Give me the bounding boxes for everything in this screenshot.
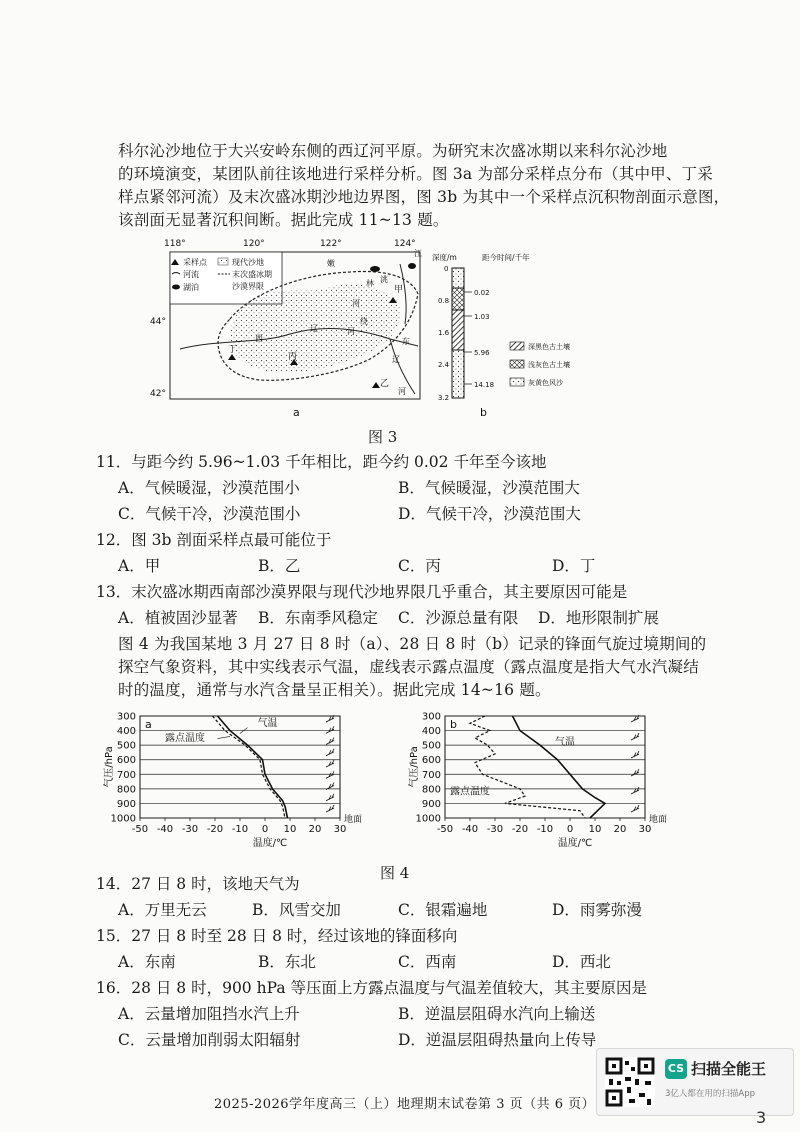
question-15-stem: 15．27 日 8 时至 28 日 8 时，经过该地的锋面移向 [96,927,458,945]
place-lin: 林 [366,279,374,288]
question-12-stem: 12．图 3b 剖面采样点最可能位于 [96,531,332,549]
temp-tick-label: -30 [181,824,199,835]
q11-option-b[interactable]: B．气候暖湿，沙漠范围大 [398,479,580,497]
profile-legend-dark: 深黑色古土壤 [528,343,570,351]
intro-line: 探空气象资料，其中实线表示气温，虚线表示露点温度（露点温度是指大气水汽凝结 [118,658,699,676]
profile-legend-sand: 灰黄色风沙 [528,379,563,387]
x-axis-title: 温度/℃ [252,838,288,849]
q11-option-c[interactable]: C．气候干冷，沙漠范围小 [118,505,301,523]
scanner-watermark [596,1048,794,1116]
q15-option-a[interactable]: A．东南 [118,953,176,971]
q13-option-c[interactable]: C．沙源总量有限 [398,609,519,627]
place-bing: 丙 [288,352,298,362]
pressure-tick-label: 1000 [110,813,136,825]
pressure-tick-label: 1000 [415,813,441,825]
cs-logo-icon: CS [665,1059,687,1079]
lat-tick: 42° [150,389,166,399]
dewpoint-line [213,716,286,818]
legend-sand: 现代沙地 [232,258,264,267]
wind-barb-icon [326,749,334,756]
place-xi: 西 [255,334,263,343]
temp-tick-label: 30 [638,824,652,835]
q12-option-a[interactable]: A．甲 [118,557,161,575]
q14-option-d[interactable]: D．雨雾弥漫 [552,901,642,919]
place-liao: 辽 [310,324,318,333]
place-he-3: 河 [352,299,360,308]
legend-boundary-2: 沙漠界限 [232,282,264,291]
x-axis-title: 温度/℃ [557,838,593,849]
intro-line: 样点紧邻河流）及末次盛冰期沙地边界图，图 3b 为其中一个采样点沉积物剖面示意图， [118,188,730,206]
q12-option-d[interactable]: D．丁 [552,557,596,575]
figure-3b-label: b [480,406,487,418]
temperature-line [218,716,288,818]
question-11-stem: 11．与距今约 5.96~1.03 千年相比，距今约 0.02 千年至今该地 [96,453,547,471]
place-nen: 嫩 [327,259,335,268]
temp-tick-label: 20 [613,824,627,835]
wind-barb-icon [631,805,639,812]
wind-barb-icon [326,771,334,778]
profile-age-title: 距今时间/千年 [482,253,530,262]
temp-tick-label: -50 [131,824,149,835]
wind-barb-icon [326,726,334,733]
wind-barb-icon [326,783,334,790]
depth-tick: 2.4 [438,361,450,369]
legend-boundary-1: 末次盛冰期 [232,270,272,279]
figure-4b-chart [405,708,695,853]
q14-option-b[interactable]: B．风雪交加 [252,901,341,919]
q16-option-d[interactable]: D．逆温层阻碍热量向上传导 [398,1031,597,1049]
wind-barb-icon [631,769,639,776]
profile-legend-gray: 浅灰色古土壤 [528,361,570,369]
qr-code-icon [605,1057,655,1107]
temp-tick-label: 30 [333,824,347,835]
pressure-tick-label: 700 [116,769,136,781]
wind-barb-icon [631,733,639,740]
lon-tick: 118° [164,239,186,249]
temp-tick-label: -10 [536,824,554,835]
figure-3a-map [150,234,430,419]
q14-option-c[interactable]: C．银霜遍地 [398,901,488,919]
q13-option-d[interactable]: D．地形限制扩展 [538,609,659,627]
depth-tick: 0.8 [438,297,450,305]
y-axis-title: 气压/hPa [104,746,115,788]
surface-label: 地面 [649,815,668,825]
q15-option-c[interactable]: C．西南 [398,953,457,971]
pressure-tick-label: 400 [116,726,136,738]
age-tick: 0.02 [474,289,490,297]
legend-sample: 采样点 [183,258,207,267]
temp-tick-label: -10 [231,824,249,835]
liao-river [390,339,415,394]
pressure-tick-label: 500 [116,740,136,752]
q15-option-d[interactable]: D．西北 [552,953,611,971]
q16-option-c[interactable]: C．云量增加削弱太阳辐射 [118,1031,301,1049]
intro-paragraph-2 [118,633,706,702]
q12-option-c[interactable]: C．丙 [398,557,441,575]
figure-4-caption: 图 4 [380,864,410,882]
dewpoint-label: 露点温度 [450,786,490,798]
place-liao-2: 辽 [392,355,400,364]
q13-option-a[interactable]: A．植被固沙显著 [118,609,238,627]
age-tick: 1.03 [474,313,490,321]
temp-tick-label: 0 [261,824,269,835]
pressure-tick-label: 700 [421,769,441,781]
depth-tick: 3.2 [438,394,450,402]
lon-tick: 124° [394,239,416,249]
q14-option-a[interactable]: A．万里无云 [118,901,207,919]
q11-option-a[interactable]: A．气候暖湿，沙漠范围小 [118,479,300,497]
temp-tick-label: -20 [511,824,529,835]
temp-tick-label: -40 [156,824,174,835]
temp-tick-label: 20 [308,824,322,835]
temp-tick-label: 10 [588,824,602,835]
wind-barb-icon [326,760,334,767]
q15-option-b[interactable]: B．东北 [258,953,316,971]
figure-3-caption: 图 3 [368,428,398,446]
pressure-tick-label: 500 [421,740,441,752]
profile-y-title: 深度/m [432,253,457,262]
figure-4a-chart [100,708,390,853]
place-tao: 洮 [380,275,388,284]
scanner-tagline: 3亿人都在用的扫描App [665,1089,756,1099]
dewpoint-label: 露点温度 [165,732,205,744]
temp-tick-label: 10 [283,824,297,835]
y-axis-title: 气压/hPa [409,746,420,788]
pressure-tick-label: 300 [116,711,136,723]
temp-tick-label: -50 [436,824,454,835]
q12-option-b[interactable]: B．乙 [258,557,301,575]
q13-option-b[interactable]: B．东南季风稳定 [258,609,378,627]
pressure-tick-label: 600 [421,755,441,767]
place-ding: 丁 [228,345,238,355]
plot-frame [445,716,645,818]
q16-option-a[interactable]: A．云量增加阻挡水汽上升 [118,1005,300,1023]
temperature-line [513,716,606,818]
legend-lake: 湖泊 [183,283,199,292]
pressure-tick-label: 900 [116,798,136,810]
temp-tick-label: 0 [566,824,574,835]
pressure-tick-label: 800 [421,784,441,796]
lon-tick: 122° [320,239,342,249]
question-16-stem: 16．28 日 8 时，900 hPa 等压面上方露点温度与气温差值较大，其主要原因是 [96,979,647,997]
lake-icon [172,285,180,290]
intro-paragraph-1 [118,140,729,232]
dewpoint-line [470,716,585,818]
scanner-brand: 扫描全能王 [691,1060,767,1078]
place-yi: 乙 [380,379,390,389]
surface-label: 地面 [344,815,363,825]
temp-tick-label: -30 [486,824,504,835]
question-13-stem: 13．末次盛冰期西南部沙漠界限与现代沙地界限几乎重合，其主要原因可能是 [96,583,628,601]
intro-line: 该剖面无显著沉积间断。据此完成 11~13 题。 [118,211,449,229]
wind-barb-icon [631,751,639,758]
temp-label: 气温 [257,718,278,730]
pressure-tick-label: 400 [421,726,441,738]
intro-line: 科尔沁沙地位于大兴安岭东侧的西辽河平原。为研究末次盛冰期以来科尔沁沙地 [118,142,668,160]
place-jia: 甲 [394,285,404,295]
figure-3a-label: a [293,406,300,419]
pressure-tick-label: 300 [421,711,441,723]
figure-3b-profile [432,250,602,418]
age-tick: 14.18 [474,381,495,389]
place-jiang: 江 [414,249,422,258]
plot-frame [140,716,340,818]
place-dong: 东 [402,337,410,346]
wind-barb-icon [326,738,334,745]
temp-tick-label: -40 [461,824,479,835]
panel-label: a [145,718,152,731]
wind-barb-icon [326,794,334,801]
wind-barb-icon [631,787,639,794]
depth-tick: 1.6 [438,329,450,337]
place-he-2: 河 [398,387,406,396]
question-14-stem: 14．27 日 8 时，该地天气为 [96,875,300,893]
place-rao: 绕 [360,317,368,326]
q11-option-d[interactable]: D．气候干冷，沙漠范围大 [398,505,581,523]
intro-line: 的环境演变，某团队前往该地进行采样分析。图 3a 为部分采样点分布（其中甲、丁采 [118,165,713,183]
page-number: 3 [756,1108,767,1127]
legend-river: 河流 [183,270,199,279]
panel-label: b [450,718,457,731]
dewpoint-label-leader [218,736,231,738]
depth-tick: 0 [444,265,449,273]
q16-option-b[interactable]: B．逆温层阻碍水汽向上输送 [398,1005,596,1023]
temp-label: 气温 [555,737,575,749]
place-he: 河 [347,327,355,336]
lon-tick: 120° [243,239,265,249]
temp-tick-label: -20 [206,824,224,835]
pressure-tick-label: 900 [421,798,441,810]
intro-line: 时的温度，通常与水汽含量呈正相关）。据此完成 14~16 题。 [118,681,551,699]
page-footer: 2025-2026学年度高三（上）地理期末试卷第 3 页（共 6 页） [214,1097,596,1112]
wind-barb-icon [326,805,334,812]
sample-yi-icon [372,382,380,388]
pressure-tick-label: 800 [116,784,136,796]
age-tick: 5.96 [474,349,490,357]
pressure-tick-label: 600 [116,755,136,767]
lat-tick: 44° [150,317,166,327]
intro-line: 图 4 为我国某地 3 月 27 日 8 时（a）、28 日 8 时（b）记录的锋面气旋过境期间的 [118,635,707,653]
